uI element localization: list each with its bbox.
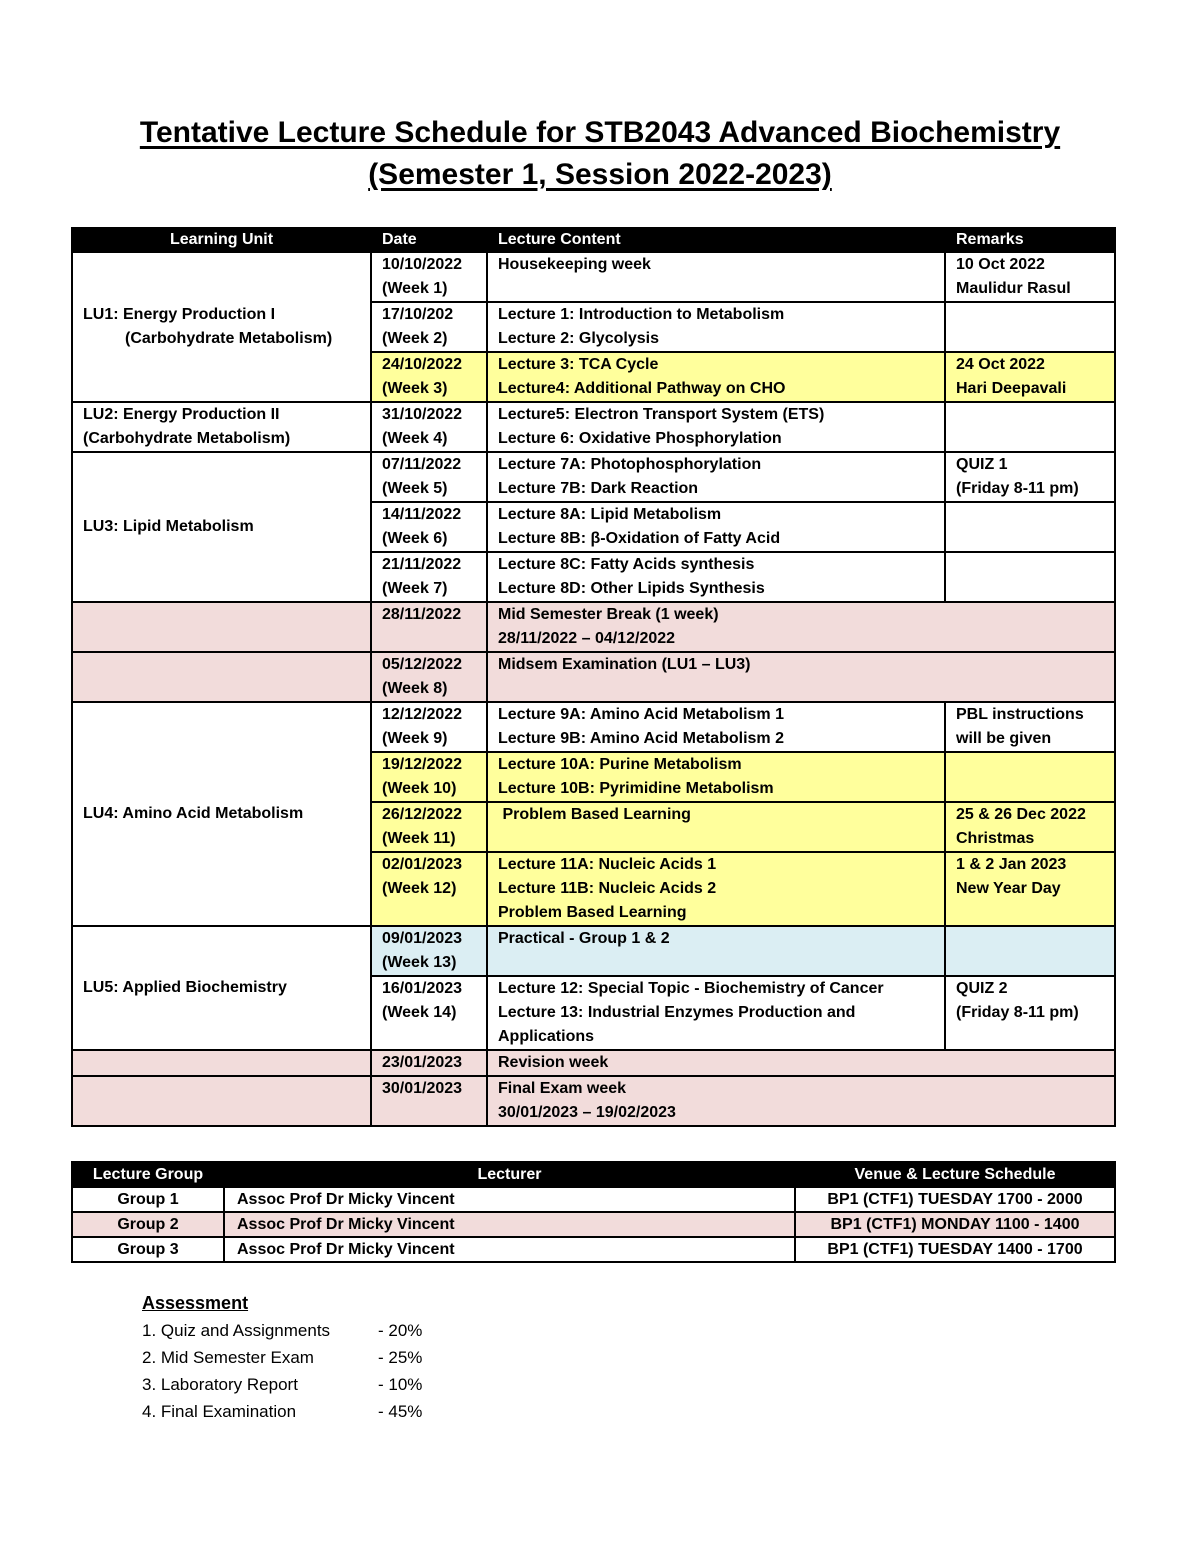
content-cell: Lecture 11A: Nucleic Acids 1 Lecture 11B: Nucleic Acids 2 Problem Based Learning [487,852,945,926]
content-cell: Midsem Examination (LU1 – LU3) [487,652,1115,702]
content-cell: Practical - Group 1 & 2 [487,926,945,976]
learning-unit-empty [72,1076,371,1126]
learning-unit-lu4: LU4: Amino Acid Metabolism [72,702,371,926]
header-date: Date [371,228,487,252]
remarks-cell: QUIZ 2 (Friday 8-11 pm) [945,976,1115,1050]
assessment-heading: Assessment [142,1293,249,1313]
schedule-row [72,702,1115,752]
remarks-cell: 1 & 2 Jan 2023 New Year Day [945,852,1115,926]
date-cell: 26/12/2022 (Week 11) [371,802,487,852]
date-cell: 30/01/2023 [371,1076,487,1126]
remarks-cell: 24 Oct 2022 Hari Deepavali [945,352,1115,402]
date-cell: 12/12/2022 (Week 9) [371,702,487,752]
learning-unit-empty [72,652,371,702]
content-cell: Lecture 12: Special Topic - Biochemistry of Cancer Lecture 13: Industrial Enzymes Production and Applications [487,976,945,1050]
remarks-cell: 10 Oct 2022 Maulidur Rasul [945,252,1115,302]
learning-unit-lu5: LU5: Applied Biochemistry [72,926,371,1050]
lecturer-name: Assoc Prof Dr Micky Vincent [224,1237,795,1262]
header-lecture-content: Lecture Content [487,228,945,252]
header-learning-unit: Learning Unit [72,228,371,252]
title-line-1: Tentative Lecture Schedule for STB2043 Advanced Biochemistry [139,116,1061,149]
lecture-group-table [71,1161,1116,1263]
date-cell: 14/11/2022 (Week 6) [371,502,487,552]
content-cell: Lecture 8C: Fatty Acids synthesis Lecture 8D: Other Lipids Synthesis [487,552,945,602]
content-cell: Lecture 8A: Lipid Metabolism Lecture 8B: β-Oxidation of Fatty Acid [487,502,945,552]
date-cell: 02/01/2023 (Week 12) [371,852,487,926]
content-cell: Lecture 9A: Amino Acid Metabolism 1 Lecture 9B: Amino Acid Metabolism 2 [487,702,945,752]
date-cell: 17/10/202 (Week 2) [371,302,487,352]
group-row [72,1212,1115,1237]
remarks-cell [945,402,1115,452]
date-cell: 28/11/2022 [371,602,487,652]
page-title [0,112,1200,196]
schedule-row [72,452,1115,502]
date-cell: 23/01/2023 [371,1050,487,1076]
schedule-row [72,652,1115,702]
content-cell: Problem Based Learning [487,802,945,852]
content-cell: Lecture 1: Introduction to Metabolism Lecture 2: Glycolysis [487,302,945,352]
date-cell: 24/10/2022 (Week 3) [371,352,487,402]
schedule-row [72,402,1115,452]
schedule-row [72,1050,1115,1076]
lecturer-name: Assoc Prof Dr Micky Vincent [224,1187,795,1212]
learning-unit-lu1: LU1: Energy Production I (Carbohydrate Metabolism) [72,252,371,402]
date-cell: 19/12/2022 (Week 10) [371,752,487,802]
remarks-cell [945,302,1115,352]
learning-unit-lu2: LU2: Energy Production II (Carbohydrate Metabolism) [72,402,371,452]
lecture-schedule-table [71,227,1116,1127]
group-row [72,1237,1115,1262]
content-cell: Lecture 10A: Purine Metabolism Lecture 10B: Pyrimidine Metabolism [487,752,945,802]
schedule-row [72,602,1115,652]
group-name: Group 3 [72,1237,224,1262]
remarks-cell: 25 & 26 Dec 2022 Christmas [945,802,1115,852]
remarks-cell: QUIZ 1 (Friday 8-11 pm) [945,452,1115,502]
remarks-cell [945,752,1115,802]
assessment-item: 1. Quiz and Assignments - 20% [142,1321,423,1340]
learning-unit-lu3: LU3: Lipid Metabolism [72,452,371,602]
date-cell: 21/11/2022 (Week 7) [371,552,487,602]
assessment-item: 3. Laboratory Report - 10% [142,1375,423,1394]
content-cell: Housekeeping week [487,252,945,302]
date-cell: 10/10/2022 (Week 1) [371,252,487,302]
group-name: Group 2 [72,1212,224,1237]
header-lecture-group: Lecture Group [72,1162,224,1187]
remarks-cell: PBL instructions will be given [945,702,1115,752]
group-row [72,1187,1115,1212]
schedule-row [72,926,1115,976]
schedule-row [72,1076,1115,1126]
content-cell: Lecture 3: TCA Cycle Lecture4: Additional Pathway on CHO [487,352,945,402]
remarks-cell [945,502,1115,552]
content-cell: Final Exam week 30/01/2023 – 19/02/2023 [487,1076,1115,1126]
date-cell: 31/10/2022 (Week 4) [371,402,487,452]
header-venue: Venue & Lecture Schedule [795,1162,1115,1187]
assessment-item: 2. Mid Semester Exam - 25% [142,1348,423,1367]
learning-unit-empty [72,602,371,652]
content-cell: Mid Semester Break (1 week) 28/11/2022 – 04/12/2022 [487,602,1115,652]
lecturer-name: Assoc Prof Dr Micky Vincent [224,1212,795,1237]
date-cell: 05/12/2022 (Week 8) [371,652,487,702]
learning-unit-empty [72,1050,371,1076]
date-cell: 16/01/2023 (Week 14) [371,976,487,1050]
remarks-cell [945,926,1115,976]
content-cell: Lecture5: Electron Transport System (ETS) Lecture 6: Oxidative Phosphorylation [487,402,945,452]
content-cell: Revision week [487,1050,1115,1076]
date-cell: 07/11/2022 (Week 5) [371,452,487,502]
schedule-row [72,252,1115,302]
assessment-section [142,1290,422,1425]
venue-schedule: BP1 (CTF1) MONDAY 1100 - 1400 [795,1212,1115,1237]
date-cell: 09/01/2023 (Week 13) [371,926,487,976]
header-lecturer: Lecturer [224,1162,795,1187]
content-cell: Lecture 7A: Photophosphorylation Lecture 7B: Dark Reaction [487,452,945,502]
title-line-2: (Semester 1, Session 2022-2023) [368,158,832,191]
group-name: Group 1 [72,1187,224,1212]
group-header-row [72,1162,1115,1187]
venue-schedule: BP1 (CTF1) TUESDAY 1400 - 1700 [795,1237,1115,1262]
header-remarks: Remarks [945,228,1115,252]
remarks-cell [945,552,1115,602]
venue-schedule: BP1 (CTF1) TUESDAY 1700 - 2000 [795,1187,1115,1212]
assessment-item: 4. Final Examination - 45% [142,1402,423,1421]
schedule-header-row [72,228,1115,252]
